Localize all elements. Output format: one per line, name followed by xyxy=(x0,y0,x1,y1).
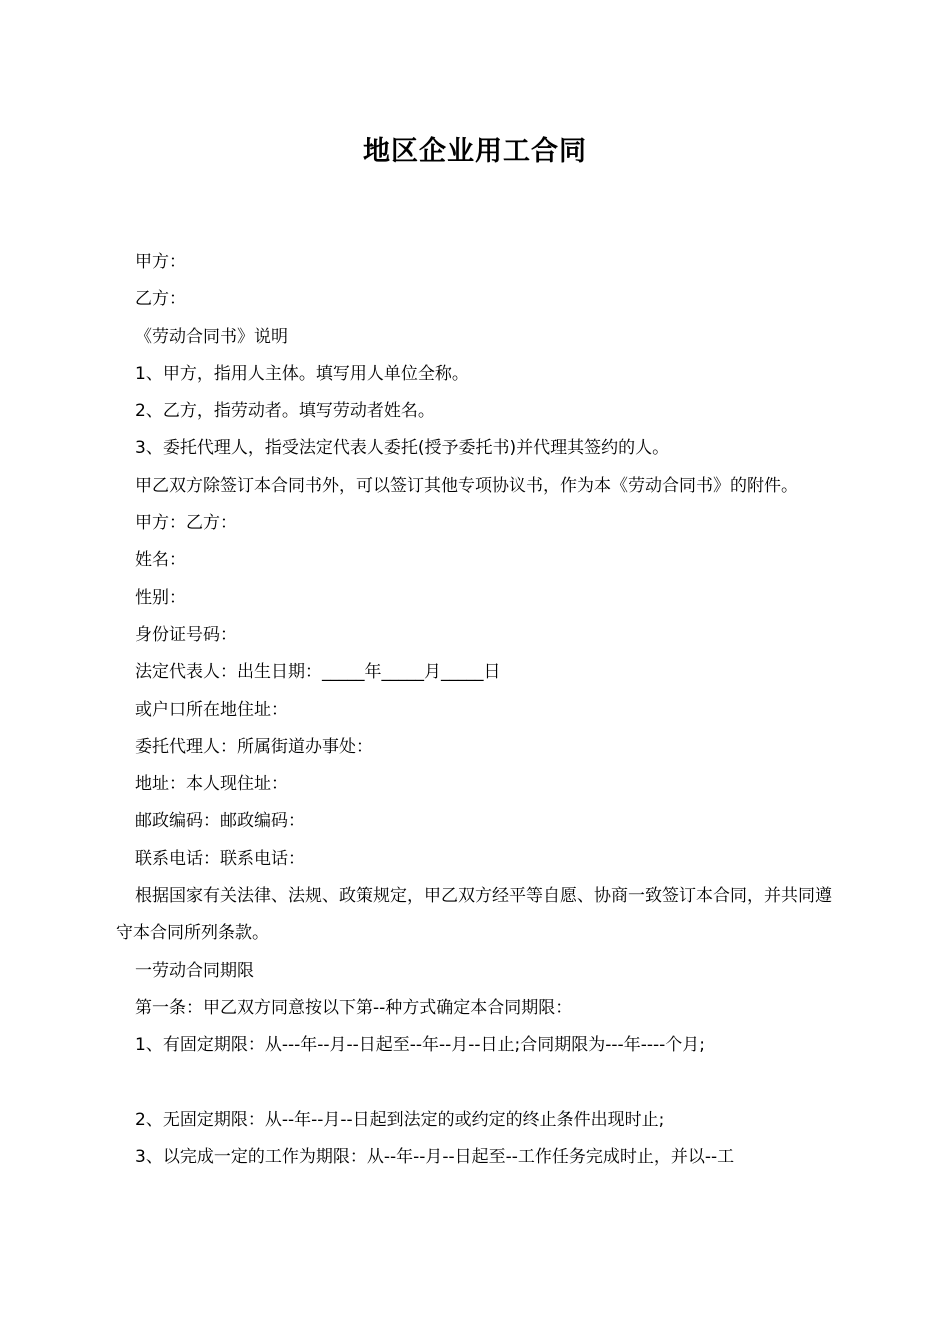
term-option-3: 3、以完成一定的工作为期限：从--年--月--日起至--工作任务完成时止，并以--工 xyxy=(135,1147,735,1168)
postal-code-line: 邮政编码：邮政编码： xyxy=(135,811,305,832)
attachment-paragraph: 甲乙双方除签订本合同书外，可以签订其他专项协议书，作为本《劳动合同书》的附件。 xyxy=(135,475,798,496)
household-address-line: 或户口所在地住址： xyxy=(135,699,288,720)
contract-notes-heading: 《劳动合同书》说明 xyxy=(135,326,288,347)
note-item-3: 3、委托代理人，指受法定代表人委托(授予委托书)并代理其签约的人。 xyxy=(135,438,670,459)
legal-rep-birthdate-line: 法定代表人：出生日期：_____年_____月_____日 xyxy=(135,662,501,683)
section-contract-term-heading: 一劳动合同期限 xyxy=(135,960,254,981)
parties-header-line: 甲方：乙方： xyxy=(135,513,237,534)
document-title: 地区企业用工合同 xyxy=(363,136,587,167)
note-item-2: 2、乙方，指劳动者。填写劳动者姓名。 xyxy=(135,401,435,422)
blank-line xyxy=(116,1065,846,1102)
gender-field-line: 性别： xyxy=(135,587,186,608)
party-b-line: 乙方： xyxy=(135,289,186,310)
term-option-1: 1、有固定期限：从---年--月--日起至--年--月--日止;合同期限为---年----个月; xyxy=(135,1035,705,1056)
note-item-1: 1、甲方，指用人主体。填写用人单位全称。 xyxy=(135,363,469,384)
address-line: 地址：本人现住址： xyxy=(135,774,288,795)
phone-line: 联系电话：联系电话： xyxy=(135,848,305,869)
id-number-field-line: 身份证号码： xyxy=(135,624,237,645)
legal-basis-paragraph: 根据国家有关法律、法规、政策规定，甲乙双方经平等自愿、协商一致签订本合同，并共同遵守本合同所列条款。 xyxy=(116,886,832,944)
document-body xyxy=(116,244,846,1176)
term-option-2: 2、无固定期限：从--年--月--日起到法定的或约定的终止条件出现时止; xyxy=(135,1109,665,1130)
party-a-line: 甲方： xyxy=(135,252,186,272)
article-1-line: 第一条：甲乙双方同意按以下第--种方式确定本合同期限： xyxy=(135,997,573,1018)
agent-subdistrict-line: 委托代理人：所属街道办事处： xyxy=(135,736,373,757)
name-field-line: 姓名： xyxy=(135,550,186,571)
